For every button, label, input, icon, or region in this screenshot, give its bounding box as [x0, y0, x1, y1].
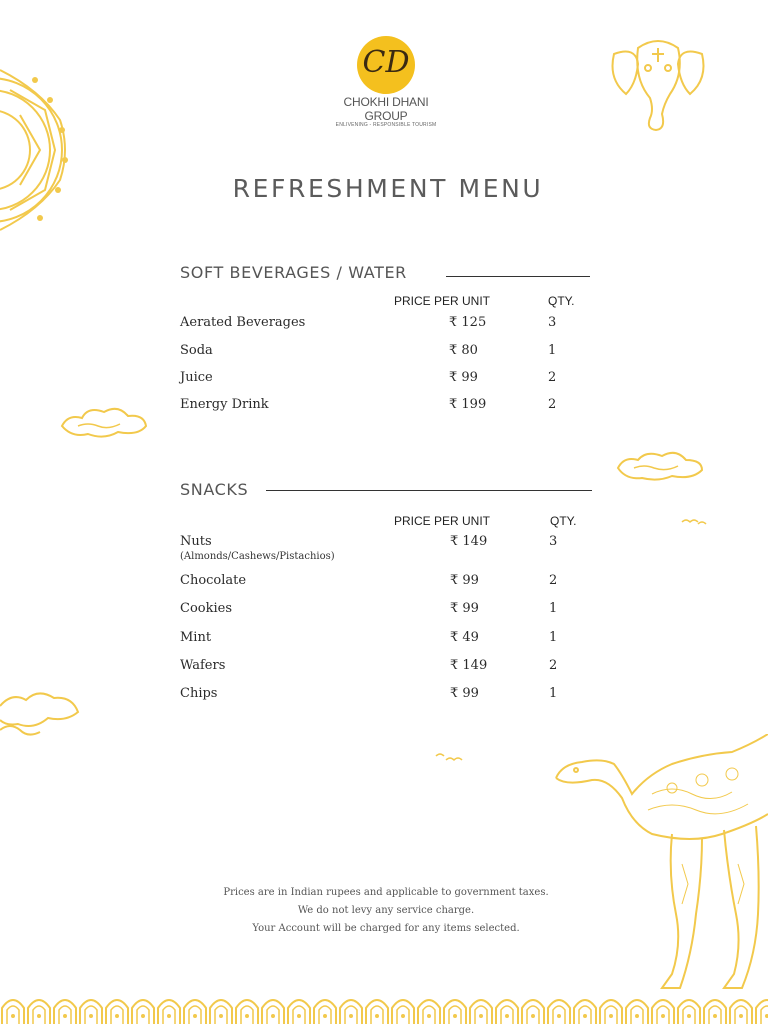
menu-item-name: Chocolate [180, 573, 247, 588]
footer-line: We do not levy any service charge. [297, 905, 475, 916]
menu-item-price: ₹ 149 [450, 534, 488, 549]
menu-item-name: Aerated Beverages [180, 315, 306, 330]
border-pattern-icon [0, 994, 768, 1024]
monogram: CD [362, 45, 410, 80]
menu-item-qty: 2 [549, 573, 558, 588]
brand-tagline: ENLIVENING - RESPONSIBLE TOURISM [335, 122, 437, 128]
section-title-snacks: SNACKS [180, 480, 249, 499]
menu-item-name: Cookies [180, 601, 232, 616]
menu-item-price: ₹ 99 [449, 370, 478, 385]
camel-icon [552, 734, 768, 994]
menu-item-name: Soda [180, 343, 213, 358]
column-header-price: PRICE PER UNIT [394, 514, 491, 528]
section-rule [266, 490, 592, 491]
menu-item-name: Energy Drink [180, 397, 269, 412]
menu-item-qty: 1 [549, 601, 558, 616]
monogram-icon [357, 36, 415, 94]
footer-line: Prices are in Indian rupees and applicable to government taxes. [223, 887, 549, 898]
menu-item-price: ₹ 80 [449, 343, 478, 358]
mandala-icon [0, 40, 80, 260]
menu-item-qty: 3 [549, 534, 558, 549]
column-header-qty: QTY. [548, 294, 575, 308]
menu-item-name: Nuts [180, 534, 212, 549]
menu-item-name: Juice [180, 370, 213, 385]
brand-logo [334, 36, 438, 128]
footer-line: Your Account will be charged for any items selected. [252, 923, 520, 934]
menu-item-name: Wafers [180, 658, 226, 673]
cloud-icon [58, 404, 150, 444]
menu-item-price: ₹ 199 [449, 397, 487, 412]
brand-name-line1: CHOKHI DHANI [343, 95, 429, 109]
menu-item-price: ₹ 49 [450, 630, 479, 645]
cloud-icon [614, 448, 706, 488]
column-header-qty: QTY. [550, 514, 577, 528]
bird-icon [680, 516, 710, 528]
footer-note [0, 884, 768, 938]
page-title: REFRESHMENT MENU [232, 174, 544, 203]
menu-item-price: ₹ 99 [450, 601, 479, 616]
menu-item-price: ₹ 125 [449, 315, 487, 330]
section-rule [446, 276, 590, 277]
menu-item-name: Chips [180, 686, 218, 701]
menu-item-qty: 3 [548, 315, 557, 330]
brand-name-line2: GROUP [364, 109, 408, 123]
menu-item-qty: 2 [549, 658, 558, 673]
menu-item-price: ₹ 99 [450, 573, 479, 588]
menu-item-qty: 1 [549, 686, 558, 701]
menu-item-qty: 2 [548, 397, 557, 412]
menu-item-qty: 2 [548, 370, 557, 385]
section-title-beverages: SOFT BEVERAGES / WATER [180, 263, 407, 282]
menu-item-qty: 1 [548, 343, 557, 358]
menu-item-price: ₹ 99 [450, 686, 479, 701]
menu-item-name: Mint [180, 630, 212, 645]
bird-icon [434, 752, 464, 764]
elephant-icon [606, 34, 710, 134]
column-header-price: PRICE PER UNIT [394, 294, 491, 308]
menu-item-qty: 1 [549, 630, 558, 645]
menu-item-subtitle: (Almonds/Cashews/Pistachios) [180, 551, 335, 562]
menu-item-price: ₹ 149 [450, 658, 488, 673]
cloud-icon [0, 686, 84, 744]
